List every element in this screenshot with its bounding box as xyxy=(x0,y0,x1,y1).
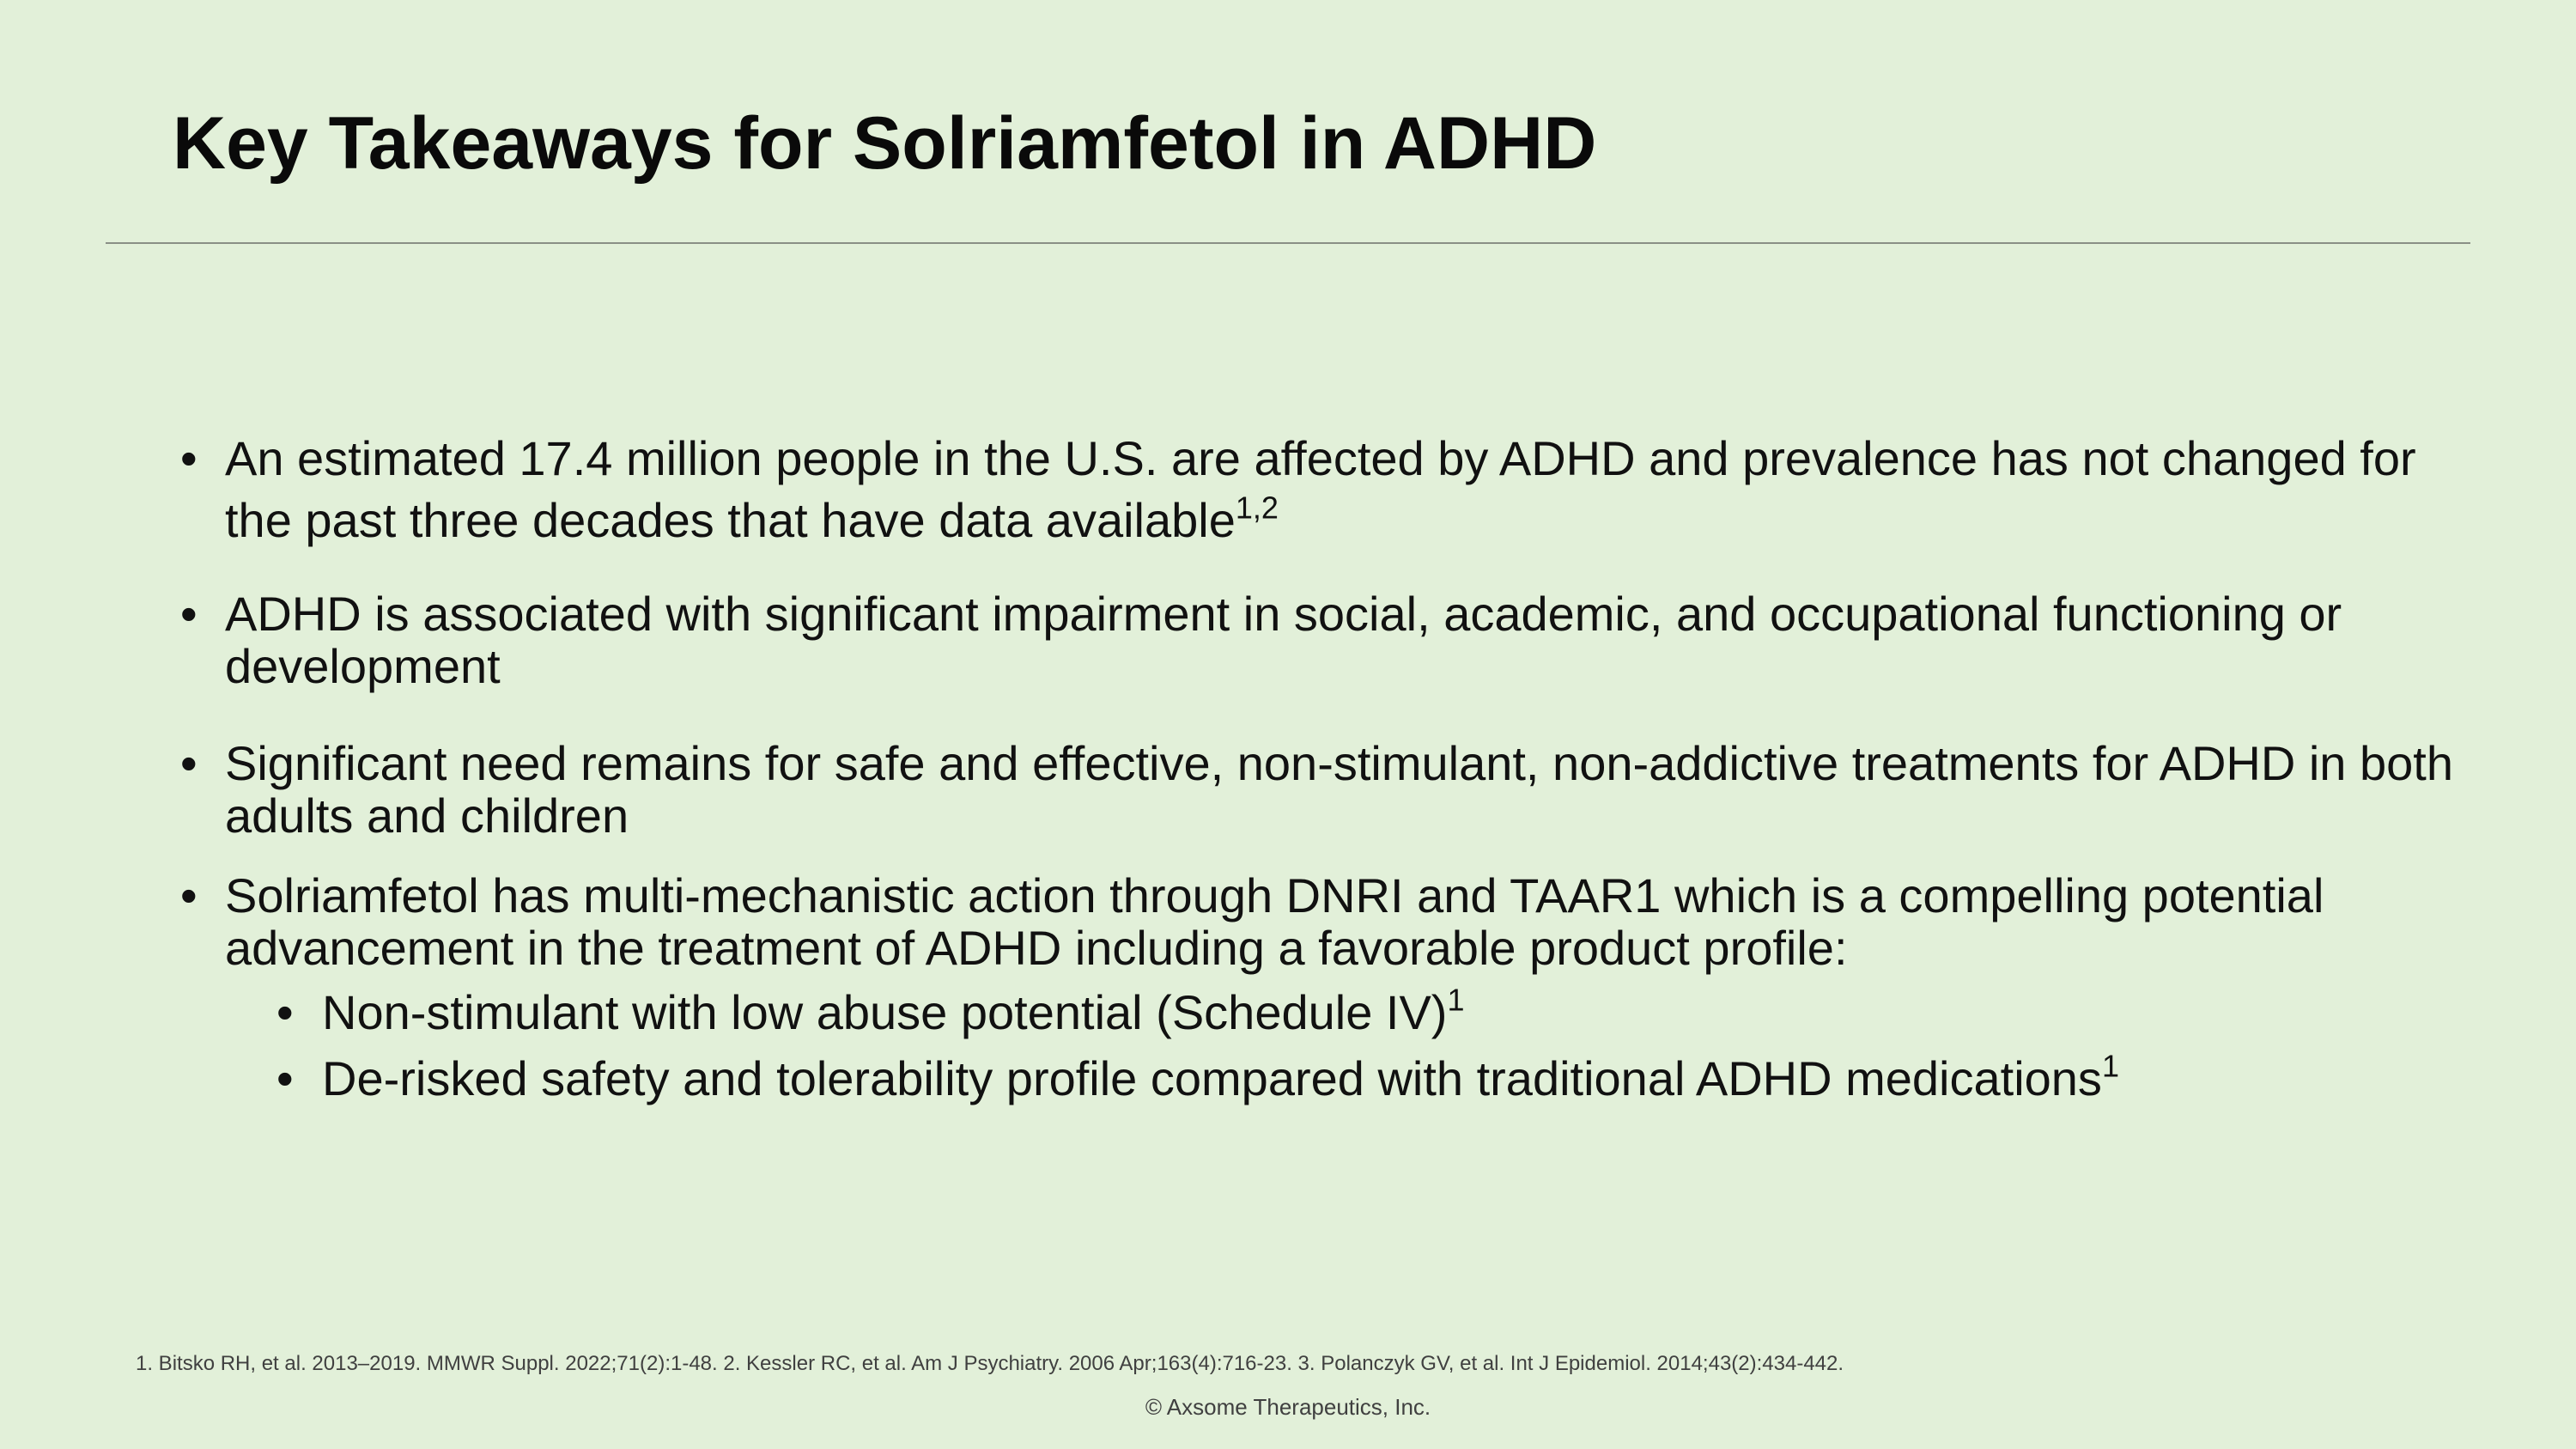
sub-bullet-text: Non-stimulant with low abuse potential (Schedule IV) xyxy=(322,985,1448,1039)
footnote-marker: 1,2 xyxy=(1235,490,1279,526)
footnote-marker: 1 xyxy=(1447,982,1465,1018)
bullet-item-impairment xyxy=(180,588,2464,692)
bullet-text: ADHD is associated with significant impairment in social, academic, and occupational functioning or development xyxy=(225,587,2342,693)
bullet-item-prevalence xyxy=(180,428,2464,551)
sub-bullet-list xyxy=(225,982,2464,1105)
slide-title: Key Takeaways for Solriamfetol in ADHD xyxy=(173,102,1597,185)
bullet-dot: • xyxy=(276,1051,294,1105)
bullet-dot: • xyxy=(276,985,294,1039)
bullet-dot: • xyxy=(180,431,197,485)
bullet-text: Solriamfetol has multi-mechanistic action through DNRI and TAAR1 which is a compelling potential advancement in the treatment of ADHD including a favorable product profile: xyxy=(225,868,2324,975)
bullet-dot: • xyxy=(180,868,197,922)
bullet-text: An estimated 17.4 million people in the U.S. are affected by ADHD and prevalence has not changed for the past three decades that have data available xyxy=(225,431,2416,547)
bullet-item-unmet-need xyxy=(180,737,2464,842)
title-divider xyxy=(106,242,2470,244)
references: 1. Bitsko RH, et al. 2013–2019. MMWR Suppl. 2022;71(2):1-48. 2. Kessler RC, et al. Am J Psychiatry. 2006 Apr;163(4):716-23. 3. Polanczyk GV, et al. Int J Epidemiol. 2014;43(2):434-442. xyxy=(136,1352,1844,1375)
sub-bullet-text: De-risked safety and tolerability profile compared with traditional ADHD medications xyxy=(322,1051,2102,1105)
copyright-notice: © Axsome Therapeutics, Inc. xyxy=(1145,1394,1431,1420)
bullet-dot: • xyxy=(180,736,197,790)
bullet-item-mechanism xyxy=(180,869,2464,1105)
bullet-text: Significant need remains for safe and effective, non-stimulant, non-addictive treatments for ADHD in both adults and children xyxy=(225,736,2454,843)
bullet-list xyxy=(180,428,2464,1105)
sub-bullet-item-non-stimulant xyxy=(225,982,2464,1039)
bullet-dot: • xyxy=(180,587,197,641)
sub-bullet-item-safety xyxy=(225,1048,2464,1105)
footnote-marker: 1 xyxy=(2101,1048,2119,1084)
